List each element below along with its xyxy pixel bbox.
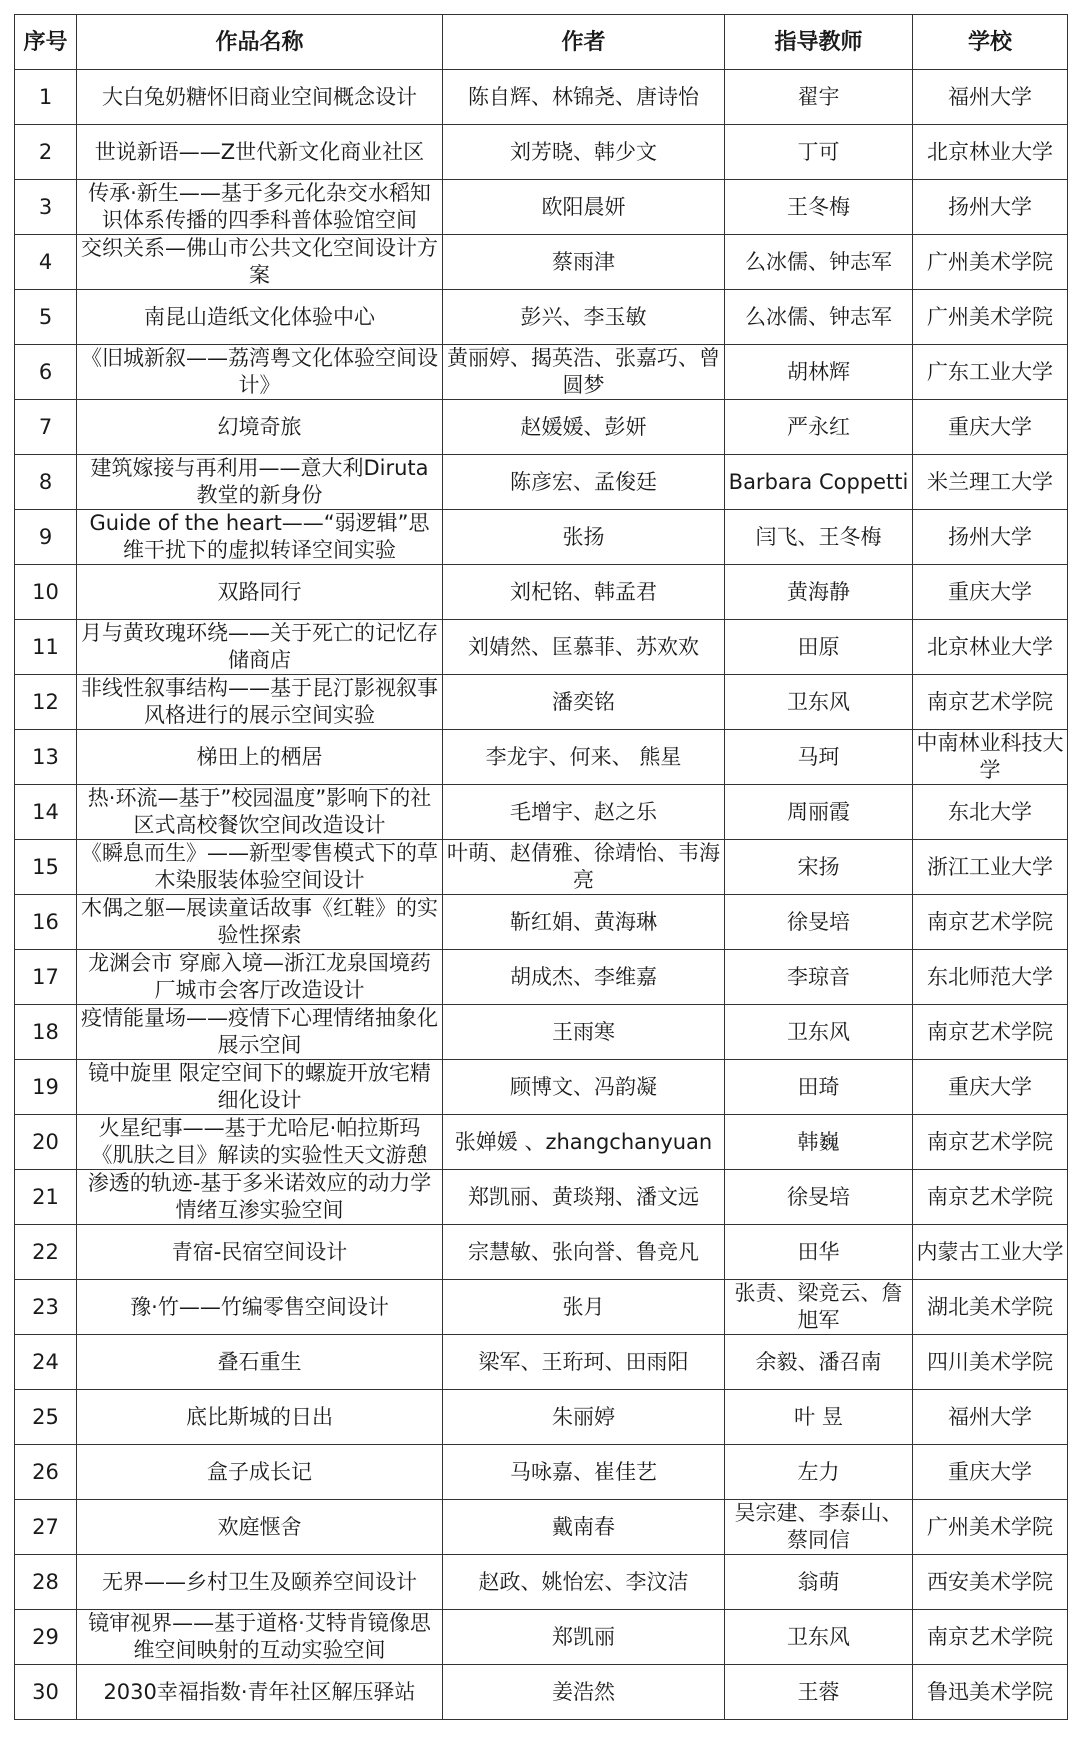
cell-author: 张婵媛 、zhangchanyuan	[443, 1115, 725, 1170]
cell-teacher: 王冬梅	[725, 180, 913, 235]
cell-school: 扬州大学	[913, 180, 1068, 235]
cell-title: 欢庭惬舍	[77, 1500, 443, 1555]
table-row	[15, 400, 1068, 455]
cell-title: 幻境奇旅	[77, 400, 443, 455]
cell-title: 疫情能量场——疫情下心理情绪抽象化展示空间	[77, 1005, 443, 1060]
cell-title: 镜审视界——基于道格·艾特肯镜像思维空间映射的互动实验空间	[77, 1610, 443, 1665]
cell-author: 李龙宇、何来、 熊星	[443, 730, 725, 785]
cell-title: 大白兔奶糖怀旧商业空间概念设计	[77, 70, 443, 125]
cell-author: 陈自辉、林锦尧、唐诗怡	[443, 70, 725, 125]
cell-school: 重庆大学	[913, 1060, 1068, 1115]
cell-number: 6	[15, 345, 77, 400]
table-row	[15, 290, 1068, 345]
table-body	[15, 70, 1068, 1720]
cell-school: 广州美术学院	[913, 290, 1068, 345]
cell-author: 张扬	[443, 510, 725, 565]
cell-number: 23	[15, 1280, 77, 1335]
cell-school: 广州美术学院	[913, 235, 1068, 290]
cell-school: 扬州大学	[913, 510, 1068, 565]
cell-title: 梯田上的栖居	[77, 730, 443, 785]
table-row	[15, 70, 1068, 125]
cell-author: 蔡雨津	[443, 235, 725, 290]
table-row	[15, 1280, 1068, 1335]
cell-teacher: 田琦	[725, 1060, 913, 1115]
table-row	[15, 1060, 1068, 1115]
cell-title: 双路同行	[77, 565, 443, 620]
cell-title: 渗透的轨迹-基于多米诺效应的动力学情绪互渗实验空间	[77, 1170, 443, 1225]
table-row	[15, 1335, 1068, 1390]
table-row	[15, 1555, 1068, 1610]
awards-table-container	[14, 14, 1067, 1720]
cell-number: 14	[15, 785, 77, 840]
cell-school: 南京艺术学院	[913, 1610, 1068, 1665]
cell-teacher: 李琼音	[725, 950, 913, 1005]
cell-title: 传承·新生——基于多元化杂交水稻知识体系传播的四季科普体验馆空间	[77, 180, 443, 235]
cell-title: 豫·竹——竹编零售空间设计	[77, 1280, 443, 1335]
cell-school: 中南林业科技大学	[913, 730, 1068, 785]
cell-school: 湖北美术学院	[913, 1280, 1068, 1335]
cell-school: 北京林业大学	[913, 125, 1068, 180]
cell-title: 镜中旋里 限定空间下的螺旋开放宅精细化设计	[77, 1060, 443, 1115]
cell-title: 无界——乡村卫生及颐养空间设计	[77, 1555, 443, 1610]
cell-teacher: 余毅、潘召南	[725, 1335, 913, 1390]
table-row	[15, 345, 1068, 400]
cell-teacher: 黄海静	[725, 565, 913, 620]
table-row	[15, 510, 1068, 565]
table-row	[15, 180, 1068, 235]
cell-title: 龙渊会市 穿廊入境—浙江龙泉国境药厂城市会客厅改造设计	[77, 950, 443, 1005]
cell-author: 叶萌、赵倩雅、徐靖怡、韦海亮	[443, 840, 725, 895]
cell-author: 戴南春	[443, 1500, 725, 1555]
cell-number: 2	[15, 125, 77, 180]
cell-teacher: 严永红	[725, 400, 913, 455]
table-row	[15, 1170, 1068, 1225]
cell-school: 重庆大学	[913, 1445, 1068, 1500]
header-author: 作者	[443, 15, 725, 70]
cell-teacher: 卫东风	[725, 1005, 913, 1060]
cell-number: 18	[15, 1005, 77, 1060]
cell-school: 福州大学	[913, 70, 1068, 125]
cell-teacher: 翁萌	[725, 1555, 913, 1610]
cell-author: 陈彦宏、孟俊廷	[443, 455, 725, 510]
cell-number: 4	[15, 235, 77, 290]
cell-number: 5	[15, 290, 77, 345]
cell-teacher: 徐旻培	[725, 1170, 913, 1225]
table-row	[15, 1115, 1068, 1170]
cell-number: 20	[15, 1115, 77, 1170]
cell-title: 南昆山造纸文化体验中心	[77, 290, 443, 345]
cell-author: 马咏嘉、崔佳艺	[443, 1445, 725, 1500]
cell-number: 19	[15, 1060, 77, 1115]
cell-title: Guide of the heart——“弱逻辑”思维干扰下的虚拟转译空间实验	[77, 510, 443, 565]
cell-author: 宗慧敏、张向誉、鲁竞凡	[443, 1225, 725, 1280]
table-row	[15, 455, 1068, 510]
table-row	[15, 1500, 1068, 1555]
cell-author: 彭兴、李玉敏	[443, 290, 725, 345]
cell-title: 2030幸福指数·青年社区解压驿站	[77, 1665, 443, 1720]
table-row	[15, 565, 1068, 620]
cell-teacher: 么冰儒、钟志军	[725, 235, 913, 290]
cell-number: 9	[15, 510, 77, 565]
cell-school: 福州大学	[913, 1390, 1068, 1445]
table-row	[15, 1665, 1068, 1720]
cell-teacher: 卫东风	[725, 675, 913, 730]
cell-number: 11	[15, 620, 77, 675]
header-title: 作品名称	[77, 15, 443, 70]
cell-school: 东北师范大学	[913, 950, 1068, 1005]
cell-teacher: 叶 昱	[725, 1390, 913, 1445]
header-teacher: 指导教师	[725, 15, 913, 70]
cell-teacher: 周丽霞	[725, 785, 913, 840]
cell-title: 建筑嫁接与再利用——意大利Diruta教堂的新身份	[77, 455, 443, 510]
cell-number: 10	[15, 565, 77, 620]
cell-teacher: 翟宇	[725, 70, 913, 125]
cell-teacher: Barbara Coppetti	[725, 455, 913, 510]
cell-number: 8	[15, 455, 77, 510]
cell-title: 盒子成长记	[77, 1445, 443, 1500]
cell-title: 青宿-民宿空间设计	[77, 1225, 443, 1280]
cell-teacher: 徐旻培	[725, 895, 913, 950]
cell-title: 非线性叙事结构——基于昆汀影视叙事风格进行的展示空间实验	[77, 675, 443, 730]
cell-number: 29	[15, 1610, 77, 1665]
table-row	[15, 1005, 1068, 1060]
cell-school: 北京林业大学	[913, 620, 1068, 675]
table-row	[15, 730, 1068, 785]
table-row	[15, 620, 1068, 675]
cell-title: 木偶之躯—展读童话故事《红鞋》的实验性探索	[77, 895, 443, 950]
cell-number: 15	[15, 840, 77, 895]
awards-table	[14, 14, 1068, 1720]
table-row	[15, 235, 1068, 290]
cell-school: 东北大学	[913, 785, 1068, 840]
cell-author: 郑凯丽	[443, 1610, 725, 1665]
cell-teacher: 左力	[725, 1445, 913, 1500]
header-school: 学校	[913, 15, 1068, 70]
cell-teacher: 宋扬	[725, 840, 913, 895]
cell-author: 顾博文、冯韵凝	[443, 1060, 725, 1115]
cell-school: 广东工业大学	[913, 345, 1068, 400]
cell-title: 底比斯城的日出	[77, 1390, 443, 1445]
cell-author: 朱丽婷	[443, 1390, 725, 1445]
table-row	[15, 840, 1068, 895]
cell-author: 黄丽婷、揭英浩、张嘉巧、曾圆梦	[443, 345, 725, 400]
cell-school: 南京艺术学院	[913, 675, 1068, 730]
cell-school: 南京艺术学院	[913, 1170, 1068, 1225]
cell-teacher: 吴宗建、李泰山、蔡同信	[725, 1500, 913, 1555]
cell-teacher: 田华	[725, 1225, 913, 1280]
table-row	[15, 125, 1068, 180]
cell-author: 毛增宇、赵之乐	[443, 785, 725, 840]
cell-author: 张月	[443, 1280, 725, 1335]
table-row	[15, 950, 1068, 1005]
table-row	[15, 675, 1068, 730]
cell-number: 26	[15, 1445, 77, 1500]
cell-teacher: 丁可	[725, 125, 913, 180]
cell-author: 刘杞铭、韩孟君	[443, 565, 725, 620]
cell-teacher: 张责、梁竞云、詹旭军	[725, 1280, 913, 1335]
cell-number: 7	[15, 400, 77, 455]
cell-author: 王雨寒	[443, 1005, 725, 1060]
cell-teacher: 闫飞、王冬梅	[725, 510, 913, 565]
table-row	[15, 895, 1068, 950]
cell-number: 30	[15, 1665, 77, 1720]
cell-author: 赵政、姚怡宏、李汶洁	[443, 1555, 725, 1610]
cell-school: 内蒙古工业大学	[913, 1225, 1068, 1280]
cell-author: 刘婧然、匡慕菲、苏欢欢	[443, 620, 725, 675]
cell-number: 21	[15, 1170, 77, 1225]
cell-author: 欧阳晨妍	[443, 180, 725, 235]
cell-school: 浙江工业大学	[913, 840, 1068, 895]
cell-number: 28	[15, 1555, 77, 1610]
cell-school: 广州美术学院	[913, 1500, 1068, 1555]
cell-school: 南京艺术学院	[913, 1005, 1068, 1060]
cell-number: 27	[15, 1500, 77, 1555]
cell-school: 鲁迅美术学院	[913, 1665, 1068, 1720]
cell-school: 西安美术学院	[913, 1555, 1068, 1610]
cell-school: 米兰理工大学	[913, 455, 1068, 510]
cell-teacher: 么冰儒、钟志军	[725, 290, 913, 345]
cell-author: 梁军、王珩珂、田雨阳	[443, 1335, 725, 1390]
cell-title: 世说新语——Z世代新文化商业社区	[77, 125, 443, 180]
cell-title: 《瞬息而生》——新型零售模式下的草木染服装体验空间设计	[77, 840, 443, 895]
cell-author: 姜浩然	[443, 1665, 725, 1720]
table-row	[15, 1610, 1068, 1665]
cell-author: 靳红娟、黄海琳	[443, 895, 725, 950]
cell-title: 热·环流—基于”校园温度”影响下的社区式高校餐饮空间改造设计	[77, 785, 443, 840]
cell-teacher: 胡林辉	[725, 345, 913, 400]
cell-author: 潘奕铭	[443, 675, 725, 730]
cell-author: 赵媛媛、彭妍	[443, 400, 725, 455]
cell-number: 22	[15, 1225, 77, 1280]
cell-title: 交织关系—佛山市公共文化空间设计方案	[77, 235, 443, 290]
table-row	[15, 1390, 1068, 1445]
cell-number: 25	[15, 1390, 77, 1445]
cell-number: 16	[15, 895, 77, 950]
cell-teacher: 马珂	[725, 730, 913, 785]
cell-title: 《旧城新叙——荔湾粤文化体验空间设计》	[77, 345, 443, 400]
cell-school: 重庆大学	[913, 400, 1068, 455]
cell-teacher: 卫东风	[725, 1610, 913, 1665]
cell-teacher: 田原	[725, 620, 913, 675]
cell-number: 3	[15, 180, 77, 235]
cell-author: 郑凯丽、黄琰翔、潘文远	[443, 1170, 725, 1225]
cell-number: 13	[15, 730, 77, 785]
table-row	[15, 785, 1068, 840]
cell-school: 南京艺术学院	[913, 895, 1068, 950]
cell-title: 火星纪事——基于尤哈尼·帕拉斯玛《肌肤之目》解读的实验性天文游憩	[77, 1115, 443, 1170]
table-header-row	[15, 15, 1068, 70]
cell-teacher: 王蓉	[725, 1665, 913, 1720]
cell-number: 17	[15, 950, 77, 1005]
cell-school: 四川美术学院	[913, 1335, 1068, 1390]
cell-author: 刘芳晓、韩少文	[443, 125, 725, 180]
cell-author: 胡成杰、李维嘉	[443, 950, 725, 1005]
cell-teacher: 韩巍	[725, 1115, 913, 1170]
cell-number: 12	[15, 675, 77, 730]
cell-title: 月与黄玫瑰环绕——关于死亡的记忆存储商店	[77, 620, 443, 675]
cell-school: 南京艺术学院	[913, 1115, 1068, 1170]
header-number: 序号	[15, 15, 77, 70]
table-row	[15, 1225, 1068, 1280]
cell-number: 24	[15, 1335, 77, 1390]
cell-school: 重庆大学	[913, 565, 1068, 620]
cell-title: 叠石重生	[77, 1335, 443, 1390]
table-row	[15, 1445, 1068, 1500]
cell-number: 1	[15, 70, 77, 125]
